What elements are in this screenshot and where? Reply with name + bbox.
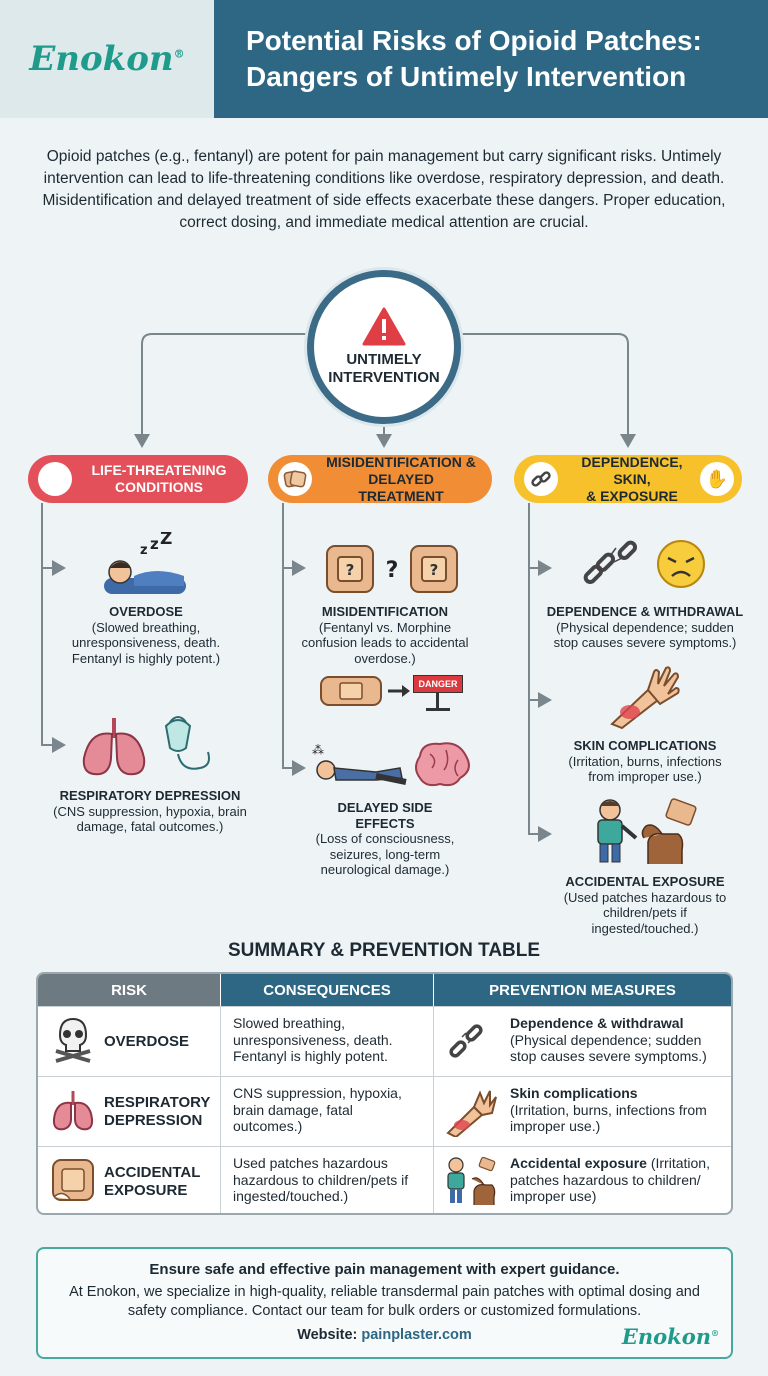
- website-label: Website:: [297, 1327, 358, 1343]
- item-overdose: OVERDOSE (Slowed breathing, unresponsiveness, death. Fentanyl is highly potent.): [71, 604, 221, 666]
- footer-body: At Enokon, we specialize in high-quality, reliable transdermal pain patches with optimal dosing and safety compliance. Contact our team for bulk orders or customized formulations.: [69, 1284, 700, 1319]
- item-dependence-withdrawal: DEPENDENCE & WITHDRAWAL (Physical dependence; sudden stop causes severe symptoms.): [546, 604, 744, 650]
- table-row: [38, 1076, 731, 1146]
- danger-sign-label: DANGER: [413, 675, 463, 693]
- consequence-cell: Slowed breathing, unresponsiveness, death. Fentanyl is highly potent.: [220, 1007, 433, 1076]
- skull-icon: ☠: [38, 462, 72, 496]
- footer-cta: [36, 1247, 733, 1359]
- skull-crossbones-icon: [50, 1017, 96, 1063]
- svg-text:?: ?: [345, 561, 355, 579]
- footer-logo: Enokon®: [621, 1324, 719, 1349]
- hub-label: UNTIMELY INTERVENTION: [328, 351, 440, 386]
- irritated-arm-icon: [608, 662, 684, 730]
- svg-text:z: z: [150, 535, 159, 553]
- chain-icon: [524, 462, 558, 496]
- item-skin-complications: SKIN COMPLICATIONS (Irritation, burns, infections from improper use.): [568, 738, 722, 784]
- item-misidentification: MISIDENTIFICATION (Fentanyl vs. Morphine confusion leads to accidental overdose.): [301, 604, 469, 666]
- patch-comparison-icon: [324, 543, 460, 595]
- table-row: [38, 1146, 731, 1215]
- column-header-prevention: PREVENTION MEASURES: [433, 974, 731, 1006]
- table-row: [38, 1006, 731, 1076]
- brand-logo: Enokon®: [29, 39, 185, 79]
- hub-untimely-intervention: [307, 270, 461, 424]
- warning-icon: [362, 307, 406, 347]
- footer-headline: Ensure safe and effective pain management with expert guidance.: [149, 1261, 620, 1278]
- item-delayed-side-effects: DELAYED SIDE EFFECTS (Loss of consciousness, seizures, long-term neurological damage.): [315, 800, 455, 877]
- category-label: DEPENDENCE, SKIN, & EXPOSURE: [581, 453, 683, 504]
- summary-table: [36, 972, 733, 1215]
- patch-icon: [278, 462, 312, 496]
- child-and-dog-icon: [592, 798, 704, 868]
- intro-paragraph: Opioid patches (e.g., fentanyl) are potent for pain management but carry significant risks. Untimely intervention can lead to life-threatening conditions like overdose, respiratory depression, and death. Misidentification and delayed treatment of side effects exacerbate these dangers. Proper education, correct dosing, and immediate medical attention are crucial.: [42, 148, 726, 231]
- consequence-cell: Used patches hazardous hazardous to children/pets if ingested/touched.): [220, 1147, 433, 1215]
- risk-cell: OVERDOSE: [38, 1007, 220, 1076]
- column-header-consequences: CONSEQUENCES: [220, 974, 433, 1006]
- collapsed-person-and-brain-icon: [310, 738, 474, 794]
- lungs-and-mask-icon: [78, 708, 218, 782]
- svg-text:⁂: ⁂: [312, 743, 324, 757]
- svg-text:?: ?: [429, 561, 439, 579]
- child-and-dog-icon: [444, 1155, 500, 1207]
- column-header-risk: RISK: [38, 974, 220, 1006]
- table-header: [38, 974, 731, 1006]
- broken-chain-icon: [444, 1015, 500, 1067]
- page-title-line-1: Potential Risks of Opioid Patches:: [246, 25, 702, 56]
- risk-cell: ACCIDENTAL EXPOSURE: [38, 1147, 220, 1215]
- hand-icon: ✋: [700, 462, 734, 496]
- prevention-cell: Skin complications (Irritation, burns, infections from improper use.): [433, 1077, 731, 1146]
- item-respiratory-depression: RESPIRATORY DEPRESSION (CNS suppression, hypoxia, brain damage, fatal outcomes.): [53, 788, 247, 834]
- consequence-cell: CNS suppression, hypoxia, brain damage, fatal outcomes.): [220, 1077, 433, 1146]
- category-life-threatening: [28, 455, 248, 503]
- svg-text:z: z: [140, 543, 148, 558]
- category-dependence: [514, 455, 742, 503]
- category-label: MISIDENTIFICATION & DELAYED TREATMENT: [326, 453, 476, 504]
- sleeping-person-icon: [100, 532, 190, 600]
- prevention-cell: Dependence & withdrawal (Physical dependence; sudden stop causes severe symptoms.): [433, 1007, 731, 1076]
- table-title: SUMMARY & PREVENTION TABLE: [227, 940, 541, 961]
- danger-sign: [413, 675, 463, 711]
- prevention-cell: Accidental exposure (Irritation, patches hazardous to children/ improper use): [433, 1147, 731, 1215]
- used-patch-icon: [50, 1157, 96, 1203]
- item-accidental-exposure: ACCIDENTAL EXPOSURE (Used patches hazardous to children/pets if ingested/touched.): [563, 874, 727, 936]
- category-misidentification: [268, 455, 492, 503]
- broken-chain-and-face-icon: [580, 536, 710, 596]
- risk-cell: RESPIRATORY DEPRESSION: [38, 1077, 220, 1146]
- website-link[interactable]: painplaster.com: [361, 1327, 472, 1343]
- svg-text:?: ?: [385, 558, 399, 583]
- page-title-line-2: Dangers of Untimely Intervention: [246, 61, 687, 92]
- irritated-arm-icon: [444, 1085, 500, 1137]
- category-label: LIFE-THREATENING CONDITIONS: [91, 462, 227, 495]
- lungs-icon: [50, 1087, 96, 1133]
- svg-text:Z: Z: [160, 532, 173, 549]
